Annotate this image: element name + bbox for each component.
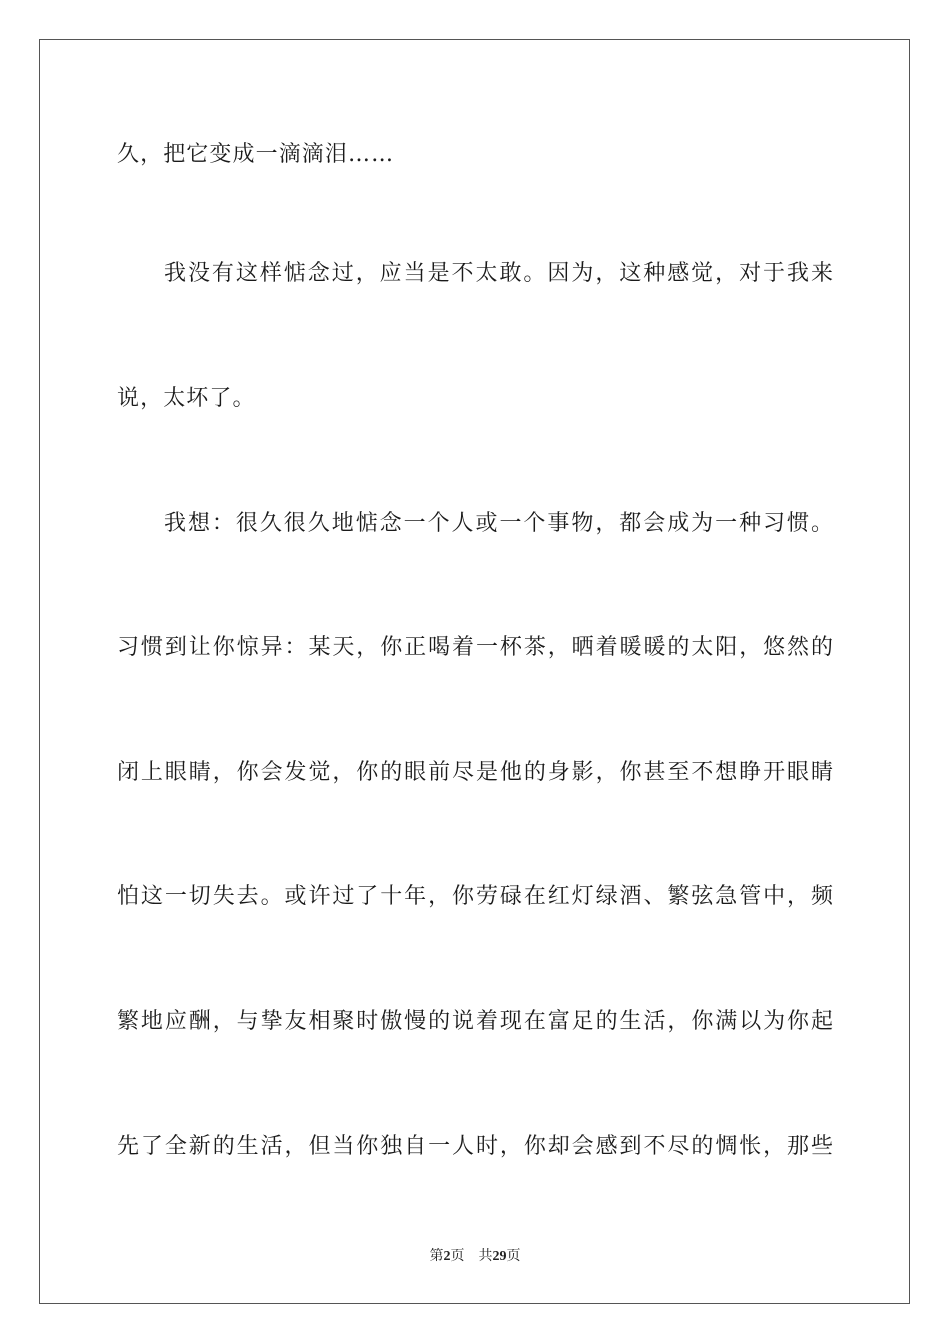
- footer-page-current: 2: [443, 1249, 451, 1264]
- page-border: [39, 39, 910, 1304]
- paragraph-line-2: 我没有这样惦念过，应当是不太敢。因为，这种感觉，对于我来: [164, 261, 833, 286]
- text-line-8: 繁地应酬，与挚友相聚时傲慢的说着现在富足的生活，你满以为你起: [117, 1009, 833, 1034]
- text-line-7: 怕这一切失去。或许过了十年，你劳碌在红灯绿酒、繁弦急管中，频: [117, 884, 833, 909]
- footer-total-unit: 页: [506, 1248, 521, 1264]
- text-line-1: 久，把它变成一滴滴泪……: [117, 142, 395, 167]
- text-line-3: 说，太坏了。: [117, 386, 256, 411]
- footer-page-total: 29: [492, 1249, 507, 1264]
- footer-total-prefix: 共: [478, 1248, 493, 1264]
- text-line-5: 习惯到让你惊异：某天，你正喝着一杯茶，晒着暖暖的太阳，悠然的: [117, 635, 833, 660]
- page-footer: [0, 1247, 950, 1266]
- footer-page-prefix: 第: [429, 1248, 444, 1264]
- paragraph-line-4: 我想：很久很久地惦念一个人或一个事物，都会成为一种习惯。: [164, 511, 833, 536]
- footer-page-unit: 页: [450, 1248, 465, 1264]
- text-line-6: 闭上眼睛，你会发觉，你的眼前尽是他的身影，你甚至不想睁开眼睛: [117, 760, 833, 785]
- text-line-9: 先了全新的生活，但当你独自一人时，你却会感到不尽的惆怅，那些: [117, 1134, 833, 1159]
